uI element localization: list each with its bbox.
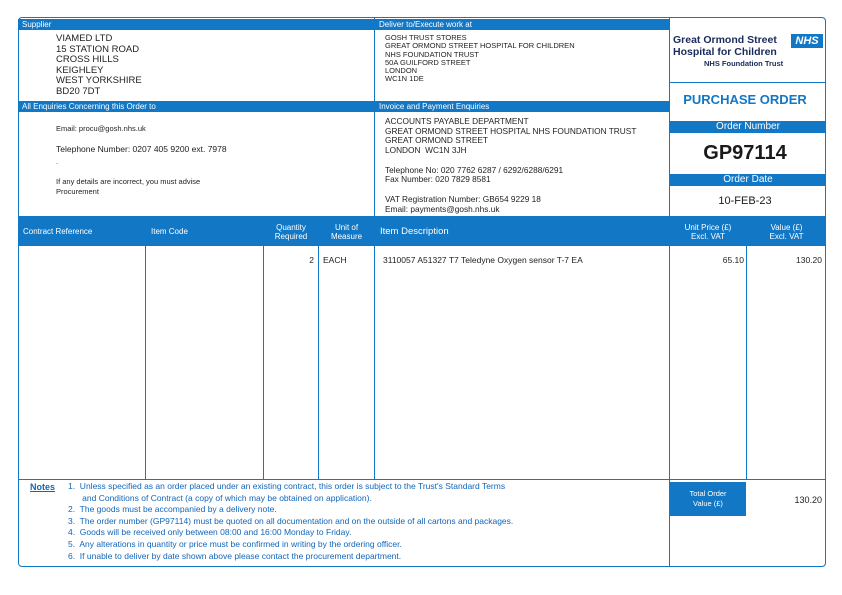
note-item: 3. The order number (GP97114) must be quoted on all documentation and on the outside of all cartons and packages.	[68, 515, 514, 526]
row-quantity: 2	[309, 255, 314, 265]
row-unit: EACH	[323, 255, 347, 265]
divider	[669, 17, 670, 217]
supplier-address-line: VIAMED LTD	[56, 33, 113, 44]
divider	[669, 82, 826, 83]
note-item: 4. Goods will be received only between 08:00 and 16:00 Monday to Friday.	[68, 527, 352, 538]
enquiries-telephone: Telephone Number: 0207 405 9200 ext. 7978	[56, 144, 227, 154]
nhs-logo: NHS	[791, 34, 823, 48]
col-quantity: Quantity Required	[264, 217, 318, 246]
supplier-address-line: 15 STATION ROAD	[56, 43, 140, 55]
brand-logo	[673, 34, 823, 74]
invoice-address-line: LONDON WC1N 3JH	[385, 144, 467, 155]
column-divider	[318, 217, 319, 479]
document-title: PURCHASE ORDER	[683, 92, 807, 107]
invoice-address	[385, 117, 636, 155]
deliver-address-line: WC1N 1DE	[385, 74, 424, 84]
col-item-code: Item Code	[146, 217, 263, 246]
supplier-address	[56, 34, 142, 97]
deliver-header: Deliver to/Execute work at	[375, 19, 669, 30]
enquiries-dot: .	[56, 157, 59, 166]
supplier-address-line: CROSS HILLS	[56, 54, 119, 65]
total-value: 130.20	[794, 495, 822, 505]
divider	[374, 17, 375, 217]
deliver-address	[385, 34, 575, 84]
supplier-address-line: BD20 7DT	[56, 85, 101, 97]
invoice-address-line: GREAT ORMOND STREET	[385, 135, 488, 146]
col-unit: Unit of Measure	[319, 217, 374, 246]
deliver-address-line: GREAT ORMOND STREET HOSPITAL FOR CHILDREN	[385, 41, 575, 51]
order-number-label: Order Number	[670, 121, 826, 133]
note-item: 6. If unable to deliver by date shown above please contact the procurement department.	[68, 550, 402, 561]
invoice-address-line: GREAT ORMOND STREET HOSPITAL NHS FOUNDATION TRUST	[385, 125, 637, 136]
note-item: 1. Unless specified as an order placed under an existing contract, this order is subject to the Trust's Standard Terms	[68, 481, 506, 491]
order-date-label: Order Date	[670, 174, 826, 186]
deliver-address-line: NHS FOUNDATION TRUST	[385, 49, 479, 59]
enquiries-note-2: Procurement	[56, 187, 99, 196]
row-unit-price: 65.10	[722, 255, 744, 265]
invoice-fax: Fax Number: 020 7829 8581	[385, 174, 491, 184]
brand-line-2: Hospital for Children	[673, 46, 777, 58]
enquiries-note-1: If any details are incorrect, you must advise	[56, 177, 201, 186]
invoice-email[interactable]: Email: payments@gosh.nhs.uk	[385, 204, 500, 214]
invoice-address-line: ACCOUNTS PAYABLE DEPARTMENT	[385, 116, 529, 126]
deliver-address-line: 50A GUILFORD STREET	[385, 57, 471, 67]
col-contract-reference: Contract Reference	[18, 217, 145, 246]
order-date: 10-FEB-23	[718, 195, 772, 207]
invoice-vat: VAT Registration Number: GB654 9229 18	[385, 194, 541, 204]
note-item: and Conditions of Contract (a copy of which may be obtained on application).	[68, 492, 372, 503]
col-unit-price: Unit Price (£) Excl. VAT	[670, 217, 746, 246]
invoice-telephone: Telephone No: 020 7762 6287 / 6292/6288/6291	[385, 165, 564, 175]
notes-label: Notes	[30, 482, 56, 492]
total-label: Total Order Value (£)	[670, 482, 746, 516]
brand-line-3: NHS Foundation Trust	[704, 59, 784, 68]
supplier-header: Supplier	[18, 19, 374, 30]
enquiries-email[interactable]: Email: procu@gosh.nhs.uk	[56, 124, 146, 133]
deliver-address-line: LONDON	[385, 66, 418, 76]
column-divider	[145, 217, 146, 479]
invoice-header: Invoice and Payment Enquiries	[375, 101, 669, 112]
table-bottom	[18, 479, 826, 480]
col-item-description: Item Description	[375, 217, 669, 246]
order-number: GP97114	[703, 142, 787, 164]
supplier-address-line: WEST YORKSHIRE	[56, 75, 142, 86]
column-divider	[374, 217, 375, 479]
col-value: Value (£) Excl. VAT	[747, 217, 826, 246]
note-item: 2. The goods must be accompanied by a delivery note.	[68, 504, 277, 515]
deliver-address-line: GOSH TRUST STORES	[385, 33, 467, 42]
row-description: 3110057 A51327 T7 Teledyne Oxygen sensor T-7 EA	[383, 255, 583, 265]
enquiries-header: All Enquiries Concerning this Order to	[18, 101, 374, 112]
supplier-address-line: KEIGHLEY	[56, 64, 104, 76]
row-value: 130.20	[796, 255, 822, 265]
brand-line-1: Great Ormond Street	[673, 34, 777, 46]
note-item: 5. Any alterations in quantity or price must be confirmed in writing by the ordering officer.	[68, 539, 402, 549]
